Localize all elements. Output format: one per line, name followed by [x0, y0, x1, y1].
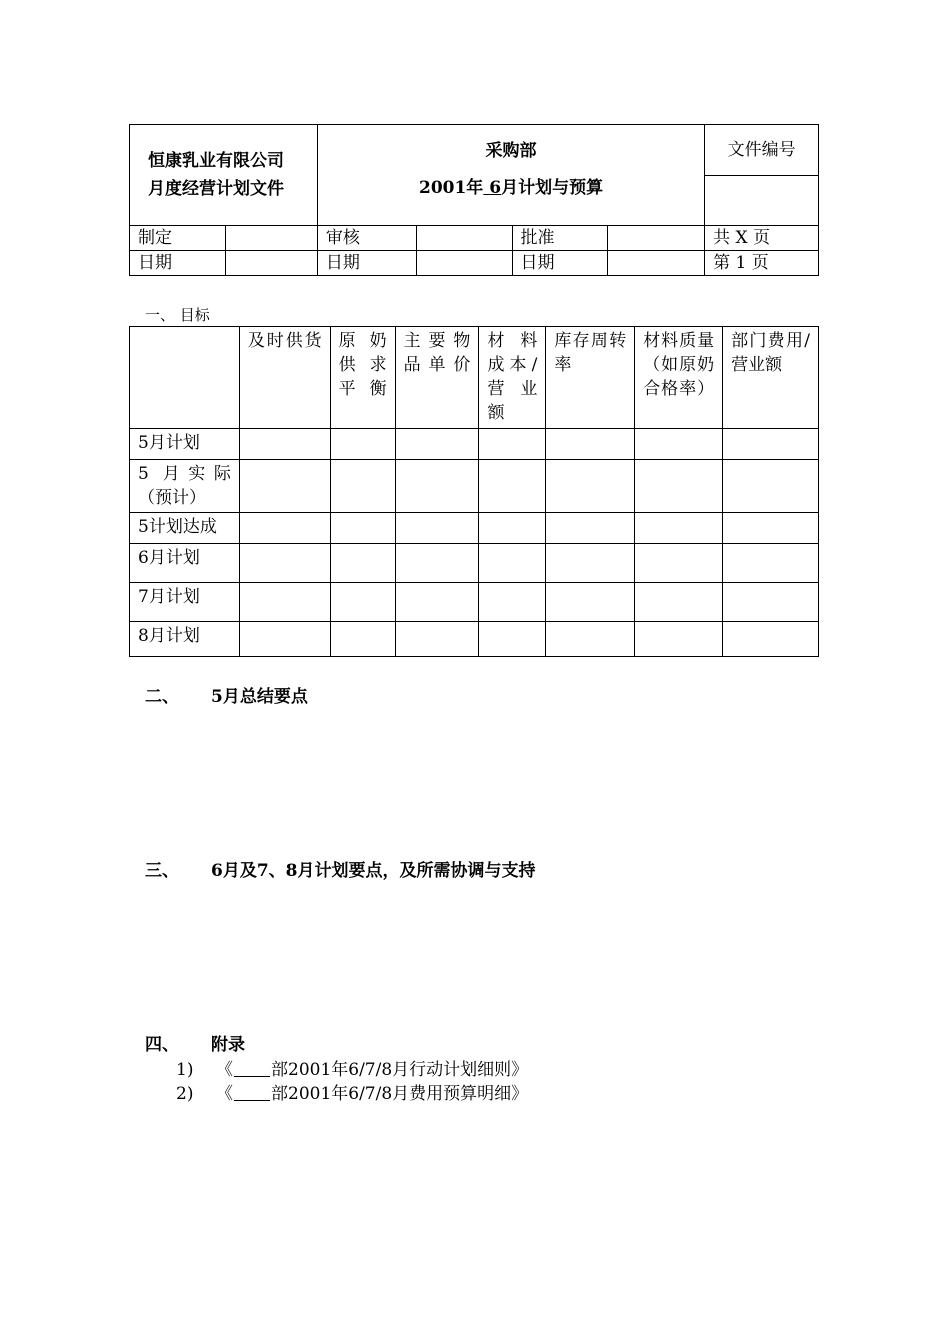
row-label: 8月计划: [130, 622, 240, 657]
section-2-heading: [145, 682, 308, 707]
table-cell: [635, 544, 723, 583]
document-type: 月度经营计划文件: [148, 179, 284, 199]
table-cell: [546, 544, 635, 583]
company-name-cell: [130, 125, 318, 226]
file-number-value: [705, 176, 819, 226]
plan-month: 6: [489, 178, 502, 198]
table-cell: [479, 622, 546, 657]
table-cell: [723, 460, 819, 513]
table-cell: [330, 622, 395, 657]
prepared-by-value: [225, 226, 317, 251]
annex-item: 1) 《 部2001年6/7/8月行动计划细则》: [176, 1060, 529, 1080]
file-number-label: 文件编号: [705, 125, 819, 176]
date-value: [225, 251, 317, 276]
column-header: 部门费用/营业额: [723, 327, 819, 429]
annex-index: 1): [176, 1060, 194, 1080]
approved-by-label: 批准: [512, 226, 608, 251]
section-title: 6月及7、8月计划要点，及所需协调与支持: [211, 861, 536, 881]
document-header-table: [129, 124, 819, 276]
section-4-heading: [145, 1030, 245, 1055]
table-cell: [239, 622, 330, 657]
table-cell: [479, 429, 546, 460]
table-cell: [479, 460, 546, 513]
row-label: 6月计划: [130, 544, 240, 583]
page-number: 第 1 页: [705, 251, 819, 276]
table-header-row: [130, 327, 819, 429]
table-cell: [723, 544, 819, 583]
reviewed-by-value: [416, 226, 512, 251]
table-cell: [395, 544, 479, 583]
reviewed-by-label: 审核: [317, 226, 416, 251]
date-label: 日期: [130, 251, 226, 276]
table-cell: [723, 429, 819, 460]
table-row: [130, 583, 819, 622]
table-cell: [330, 460, 395, 513]
prepared-by-label: 制定: [130, 226, 226, 251]
table-cell: [479, 583, 546, 622]
table-row: [130, 460, 819, 513]
table-row: [130, 544, 819, 583]
table-cell: [330, 583, 395, 622]
targets-table: [129, 326, 819, 657]
section-3-heading: [145, 856, 536, 881]
company-name: 恒康乳业有限公司: [148, 151, 284, 171]
section-1-heading: 一、 目标: [145, 306, 210, 324]
row-label: 7月计划: [130, 583, 240, 622]
table-cell: [546, 429, 635, 460]
column-header: 库存周转率: [546, 327, 635, 429]
column-header: 材料成本/营业额: [479, 327, 546, 429]
approved-by-value: [608, 226, 705, 251]
section-title: 5月总结要点: [211, 687, 308, 707]
table-cell: [546, 460, 635, 513]
section-number: 四、: [145, 1035, 179, 1055]
department-blank: [234, 1059, 270, 1077]
table-row: [130, 622, 819, 657]
table-cell: [395, 460, 479, 513]
row-label: 5计划达成: [130, 513, 240, 544]
date-value: [416, 251, 512, 276]
column-header: [130, 327, 240, 429]
table-cell: [635, 460, 723, 513]
plan-title: 2001年 6月计划与预算: [418, 178, 604, 198]
column-header: 主要物品单价: [395, 327, 479, 429]
date-value: [608, 251, 705, 276]
annex-item: 2) 《 部2001年6/7/8月费用预算明细》: [176, 1084, 529, 1104]
department-blank: [234, 1083, 270, 1101]
column-header: 及时供货: [239, 327, 330, 429]
table-cell: [395, 429, 479, 460]
table-cell: [330, 513, 395, 544]
table-cell: [479, 513, 546, 544]
table-cell: [239, 460, 330, 513]
table-cell: [635, 429, 723, 460]
table-cell: [395, 513, 479, 544]
table-cell: [546, 583, 635, 622]
table-cell: [635, 513, 723, 544]
table-cell: [395, 622, 479, 657]
table-cell: [395, 583, 479, 622]
section-title: 附录: [211, 1035, 245, 1055]
row-label: 5 月实际（预计）: [130, 460, 240, 513]
row-label: 5月计划: [130, 429, 240, 460]
table-cell: [330, 544, 395, 583]
table-cell: [239, 513, 330, 544]
annex-index: 2): [176, 1084, 194, 1104]
table-cell: [723, 622, 819, 657]
annex-title: 部2001年6/7/8月行动计划细则》: [271, 1060, 529, 1080]
table-cell: [635, 583, 723, 622]
date-label: 日期: [317, 251, 416, 276]
table-cell: [546, 513, 635, 544]
table-cell: [546, 622, 635, 657]
date-label: 日期: [512, 251, 608, 276]
total-pages: 共 X 页: [705, 226, 819, 251]
department-name: 采购部: [485, 141, 537, 161]
table-cell: [239, 583, 330, 622]
column-header: 材料质量（如原奶合格率）: [635, 327, 723, 429]
section-number: 三、: [145, 861, 179, 881]
annex-title: 部2001年6/7/8月费用预算明细》: [271, 1084, 529, 1104]
plan-title-cell: [317, 125, 704, 226]
table-cell: [479, 544, 546, 583]
table-cell: [239, 429, 330, 460]
table-row: [130, 429, 819, 460]
table-cell: [330, 429, 395, 460]
table-row: [130, 513, 819, 544]
table-cell: [723, 583, 819, 622]
column-header: 原奶供求平衡: [330, 327, 395, 429]
table-cell: [723, 513, 819, 544]
table-cell: [239, 544, 330, 583]
section-number: 二、: [145, 687, 179, 707]
table-cell: [635, 622, 723, 657]
